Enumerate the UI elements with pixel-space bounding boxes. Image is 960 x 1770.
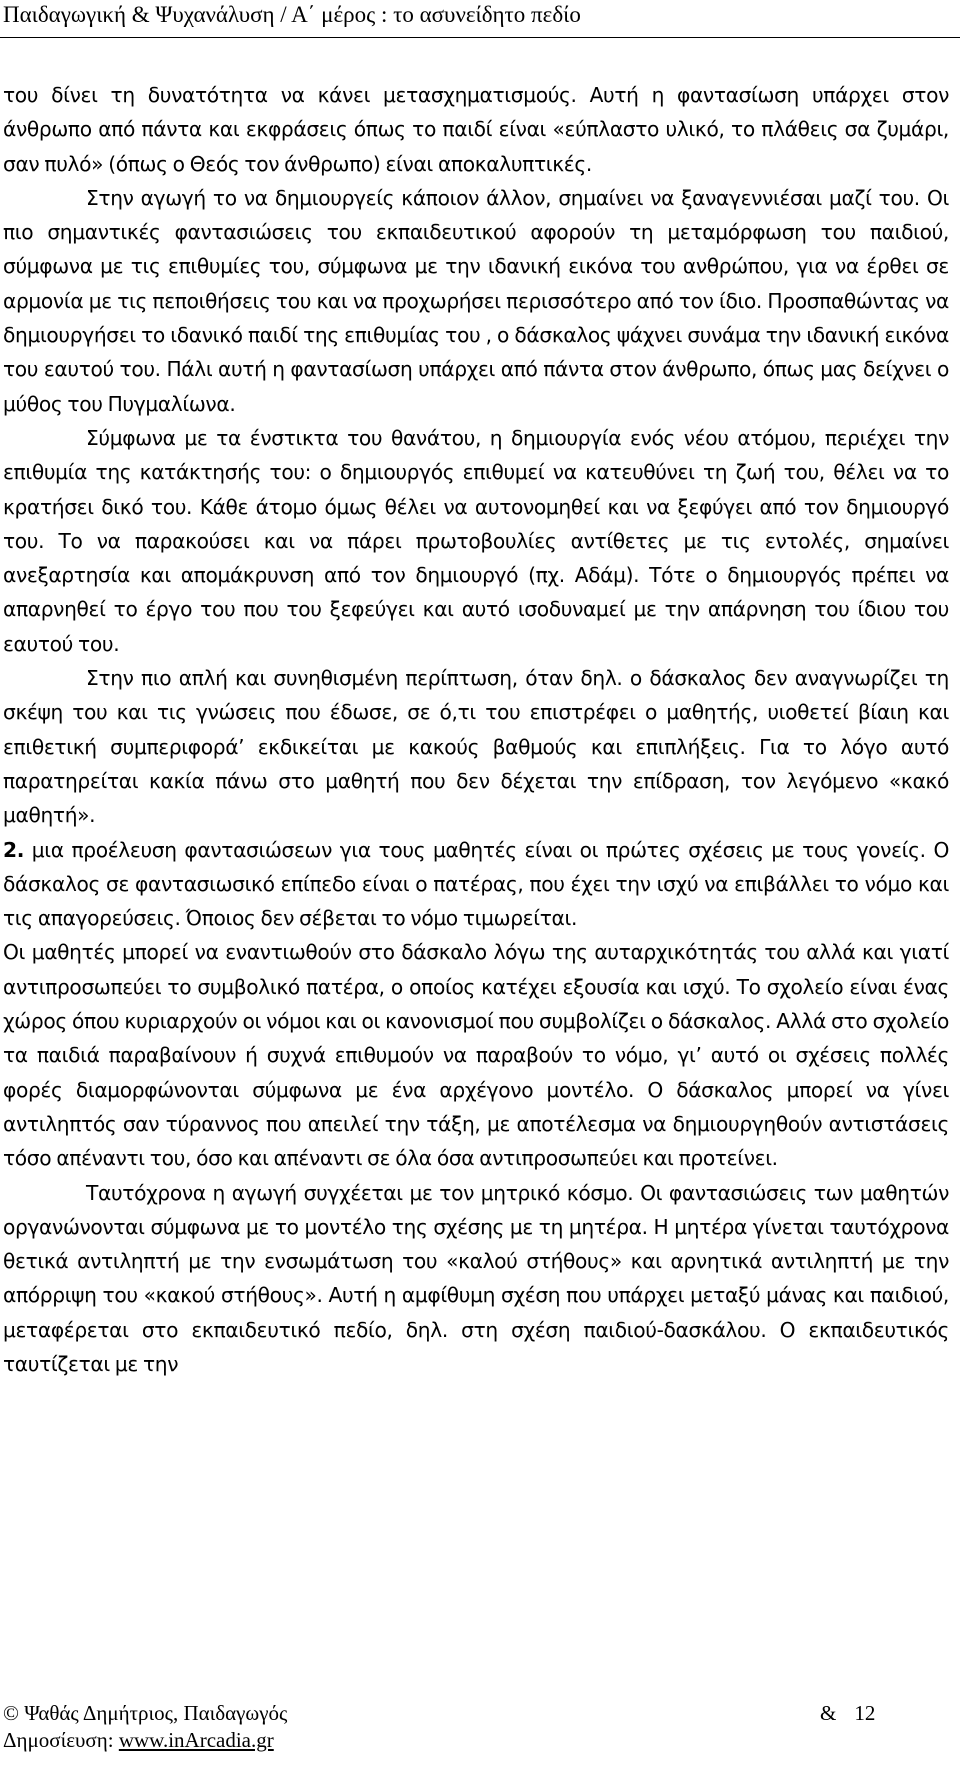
page-header: [0, 0, 960, 48]
document-body: [3, 78, 949, 1381]
paragraph-5-text: μια προέλευση φαντασιώσεων για τους μαθητές είναι οι πρώτες σχέσεις με τους γονείς. Ο δάσκαλος σε φαντασιωσικό επίπεδο είναι ο πατέρας, που έχει την ισχύ να επιβάλλει το νόμο και τις απαγορεύσεις. Όποιος δεν σέβεται το νόμο τιμωρείται.: [3, 837, 949, 931]
header-divider: [0, 37, 960, 38]
paragraph-4: Στην πιο απλή και συνηθισμένη περίπτωση, όταν δηλ. ο δάσκαλος δεν αναγνωρίζει τη σκέψη του και τις γνώσεις που έδωσε, σε ό,τι του επιστρέφει ο μαθητής, υιοθετεί βίαιη και επιθετική συμπεριφορά’ εκδικείται με κακούς βαθμούς και επιπλήξεις. Για το λόγο αυτό παρατηρείται κακία πάνω στο μαθητή που δεν δέχεται την επίδραση, τον λεγόμενο «κακό μαθητή».: [3, 666, 949, 828]
page-number: 12: [854, 1701, 876, 1725]
footer-copyright: © Ψαθάς Δημήτριος, Παιδαγωγός: [3, 1701, 288, 1725]
page-number-block: [820, 1700, 875, 1727]
page-footer: [0, 1700, 960, 1770]
footer-published-label: Δημοσίευση:: [3, 1728, 119, 1752]
paragraph-5: [3, 833, 949, 936]
list-number: 2.: [3, 837, 25, 862]
paragraph-1: του δίνει τη δυνατότητα να κάνει μετασχηματισμούς. Αυτή η φαντασίωση υπάρχει στον άνθρωπο από πάντα και εκφράσεις όπως το παιδί είναι «εύπλαστο υλικό, το πλάθεις σα ζυμάρι, σαν πυλό» (όπως ο Θεός τον άνθρωπο) είναι αποκαλυπτικές.: [3, 83, 949, 176]
paragraph-2: Στην αγωγή το να δημιουργείς κάποιον άλλον, σημαίνει να ξαναγεννιέσαι μαζί του. Οι πιο σημαντικές φαντασιώσεις του εκπαιδευτικού αφορούν τη μεταμόρφωση του παιδιού, σύμφωνα με τις επιθυμίες του, σύμφωνα με την ιδανική εικόνα του ανθρώπου, για να έρθει σε αρμονία με τις πεποιθήσεις του και να προχωρήσει περισσότερο από τον ίδιο. Προσπαθώντας να δημιουργήσει το ιδανικό παιδί της επιθυμίας του , ο δάσκαλος ψάχνει συνάμα την ιδανική εικόνα του εαυτού του. Πάλι αυτή η φαντασίωση υπάρχει από πάντα στον άνθρωπο, όπως μας δείχνει ο μύθος του Πυγμαλίωνα.: [3, 185, 949, 416]
footer-website-link[interactable]: www.inArcadia.gr: [118, 1728, 274, 1752]
header-title: Παιδαγωγική & Ψυχανάλυση / Α΄ μέρος : το ασυνείδητο πεδίο: [3, 2, 581, 27]
paragraph-3: Σύμφωνα με τα ένστικτα του θανάτου, η δημιουργία ενός νέου ατόμου, περιέχει την επιθυμία της κατάκτησής του: ο δημιουργός επιθυμεί να κατευθύνει τη ζωή του, θέλει να το κρατήσει δικό του. Κάθε άτομο όμως θέλει να αυτονομηθεί και να ξεφύγει από τον δημιουργό του. Το να παρακούσει και να πάρει πρωτοβουλίες αντίθετες με τις εντολές, σημαίνει ανεξαρτησία και απομάκρυνση από τον δημιουργό (πχ. Αδάμ). Τότε ο δημιουργός πρέπει να απαρνηθεί το έργο του που του ξεφεύγει και αυτό ισοδυναμεί με την απάρνηση του ίδιου του εαυτού του.: [3, 425, 949, 656]
paragraph-7: Ταυτόχρονα η αγωγή συγχέεται με τον μητρικό κόσμο. Οι φαντασιώσεις των μαθητών οργανώνονται σύμφωνα με το μοντέλο της σχέσης με τη μητέρα. Η μητέρα γίνεται ταυτόχρονα θετικά αντιληπτή με την ενσωμάτωση του «καλού στήθους» και αρνητικά αντιληπτή με την απόρριψη του «κακού στήθους». Αυτή η αμφίθυμη σχέση που υπάρχει μεταξύ μάνας και παιδιού, μεταφέρεται στο εκπαιδευτικό πεδίο, δηλ. στη σχέση παιδιού-δασκάλου. Ο εκπαιδευτικός ταυτίζεται με την: [3, 1180, 949, 1376]
paragraph-6: Οι μαθητές μπορεί να εναντιωθούν στο δάσκαλο λόγω της αυταρχικότητάς του αλλά και γιατί αντιπροσωπεύει το συμβολικό πατέρα, ο οποίος κατέχει εξουσία και ισχύ. Το σχολείο είναι ένας χώρος όπου κυριαρχούν οι νόμοι και οι κανονισμοί που συμβολίζει ο δάσκαλος. Αλλά στο σχολείο τα παιδιά παραβαίνουν ή συχνά επιθυμούν να παραβούν το νόμο, γι’ αυτό οι σχέσεις πολλές φορές διαμορφώνονται σύμφωνα με ένα αρχέγονο μοντέλο. Ο δάσκαλος μπορεί να γίνει αντιληπτός σαν τύραννος που απειλεί την τάξη, με αποτέλεσμα να δημιουργηθούν αντιστάσεις τόσο απέναντι του, όσο και απέναντι σε όλα όσα αντιπροσωπεύει και προτείνει.: [3, 940, 949, 1171]
footer-publication: [3, 1727, 274, 1754]
footer-ampersand: &: [820, 1701, 837, 1725]
